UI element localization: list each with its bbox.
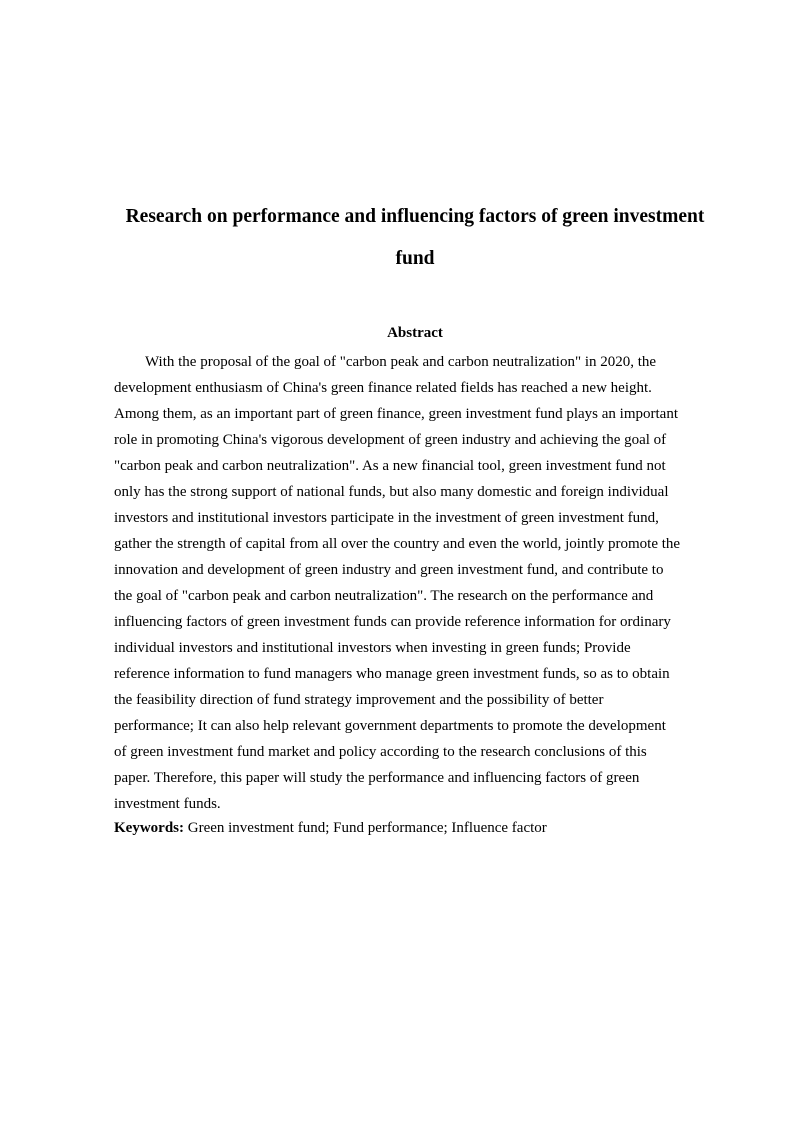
keywords-text: Green investment fund; Fund performance; Influence factor bbox=[184, 820, 547, 836]
abstract-line: investors and institutional investors participate in the investment of green investment fund, bbox=[114, 510, 659, 526]
abstract-line: With the proposal of the goal of "carbon peak and carbon neutralization" in 2020, the bbox=[145, 354, 657, 370]
abstract-line: investment funds. bbox=[114, 796, 221, 812]
abstract-line: of green investment fund market and policy according to the research conclusions of this bbox=[114, 744, 647, 760]
abstract-line: gather the strength of capital from all over the country and even the world, jointly promote the bbox=[114, 536, 681, 552]
abstract-body bbox=[114, 349, 734, 817]
document-title-line-2: fund bbox=[395, 248, 435, 269]
keywords-line bbox=[114, 817, 547, 839]
document-title-line-1: Research on performance and influencing factors of green investment bbox=[125, 206, 705, 227]
abstract-line: influencing factors of green investment funds can provide reference information for ordinary bbox=[114, 614, 671, 630]
abstract-line: Among them, as an important part of green finance, green investment fund plays an important bbox=[114, 406, 679, 422]
abstract-heading: Abstract bbox=[387, 325, 443, 341]
abstract-line: innovation and development of green industry and green investment fund, and contribute to bbox=[114, 562, 664, 578]
abstract-line: reference information to fund managers who manage green investment funds, so as to obtain bbox=[114, 666, 670, 682]
keywords-label: Keywords: bbox=[114, 820, 184, 836]
abstract-line: development enthusiasm of China's green finance related fields has reached a new height. bbox=[114, 380, 652, 396]
abstract-line: role in promoting China's vigorous development of green industry and achieving the goal of bbox=[114, 432, 667, 448]
abstract-line: individual investors and institutional investors when investing in green funds; Provide bbox=[114, 640, 631, 656]
abstract-line: the goal of "carbon peak and carbon neutralization". The research on the performance and bbox=[114, 588, 654, 604]
abstract-line: performance; It can also help relevant government departments to promote the development bbox=[114, 718, 666, 734]
abstract-line: only has the strong support of national funds, but also many domestic and foreign individual bbox=[114, 484, 669, 500]
abstract-line: the feasibility direction of fund strategy improvement and the possibility of better bbox=[114, 692, 604, 708]
abstract-line: paper. Therefore, this paper will study the performance and influencing factors of green bbox=[114, 770, 640, 786]
abstract-line: "carbon peak and carbon neutralization". As a new financial tool, green investment fund not bbox=[114, 458, 666, 474]
